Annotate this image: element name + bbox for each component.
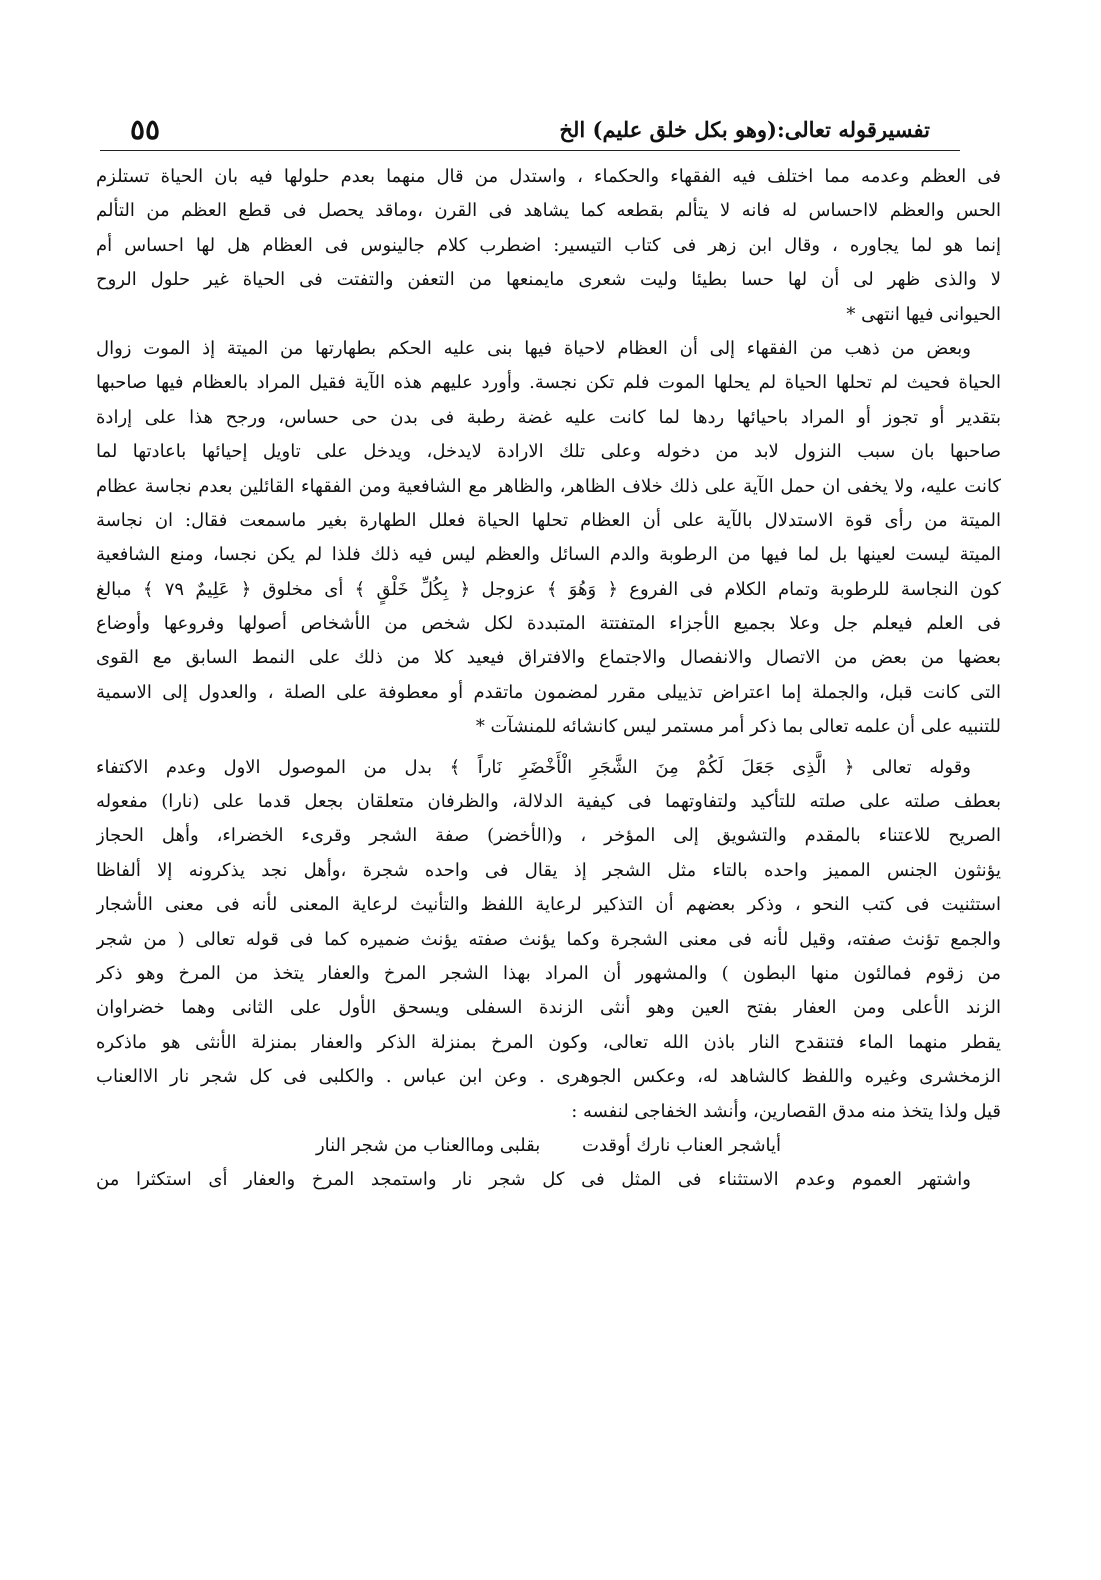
text-line: الزند الأعلى ومن العفار بفتح العين وهو أنثى الزندة السفلى ويسحق الأول على الثانى وهما خضراوان [96, 997, 1001, 1019]
text-line: والجمع تؤنث صفته، وقيل لأنه فى معنى الشجرة وكما يؤنث صفته يؤنث ضميره كما فى قوله تعالى ( من شجر [96, 928, 1001, 950]
verse-first-hemistich: أياشجر العناب نارك أوقدت [582, 1134, 782, 1156]
text-line: لا والذى ظهر لى أن لها حسا بطيئا وليت شعرى مايمنعها من التعفن والتفتت فى الحياة غير حلول الروح [96, 269, 1001, 291]
text-line: كون النجاسة للرطوبة وتمام الكلام فى الفروع ﴿ وَهُوَ ﴾ عزوجل ﴿ بِكُلِّ خَلْقٍ ﴾ أى مخلوق ﴿ عَلِيمٌ ٧٩ ﴾ مبالغ [96, 578, 1001, 600]
text-line: الميتة ليست لعينها بل لما فيها من الرطوبة والدم السائل والعظم ليس فيه ذلك فلذا لم يكن نجسا، ومنع الشافعية [96, 544, 1001, 566]
running-title: تفسيرقوله تعالى:(وهو بكل خلق عليم) الخ [559, 116, 930, 142]
page-header [90, 108, 970, 150]
text-line: الزمخشرى وغيره واللفظ كالشاهد له، وعكس الجوهرى . وعن ابن عباس . والكلبى فى كل شجر نار الاالعناب [96, 1066, 1001, 1088]
text-line: الحس والعظم لااحساس له فانه لا يتألم بقطعه كما يشاهد فى القرن ،وماقد يحصل فى قطع العظم من التألم [96, 200, 1001, 222]
text-line: كانت عليه، ولا يخفى ان حمل الآية على ذلك خلاف الظاهر، والظاهر مع الشافعية ومن الفقهاء القائلين بعدم نجاسة عظام [96, 475, 1001, 497]
text-line: بتقدير أو تجوز أو المراد باحيائها ردها لما كانت عليه غضة رطبة فى بدن حى حساس، ورجح هذا على إرادة [96, 406, 1001, 428]
text-line: الحيوانى فيها انتهى * [846, 303, 1001, 325]
text-line: وبعض من ذهب من الفقهاء إلى أن العظام لاحياة فيها بنى عليه الحكم بطهارتها من الميتة إذ الموت زوال [96, 337, 971, 359]
text-line: الصريح للاعتناء بالمقدم والتشويق إلى المؤخر ، و(الأخضر) صفة الشجر وقرىء الخضراء، وأهل الحجاز [96, 825, 1001, 847]
text-line: الميتة من رأى قوة الاستدلال بالآية على أن العظام تحلها الحياة فعلل الطهارة بغير ماسمعت فقال: ان نجاسة [96, 509, 1001, 531]
text-line: بعطف صلته على صلته للتأكيد ولتفاوتهما فى كيفية الدلالة، والظرفان متعلقان بجعل قدما على (نارا) مفعوله [96, 791, 1001, 813]
header-rule [100, 150, 960, 151]
text-line: صاحبها بان سبب النزول لابد من دخوله وعلى تلك الارادة لايدخل، ويدخل على تاويل إحيائها باعادتها لما [96, 441, 1001, 463]
text-line: قيل ولذا يتخذ منه مدق القصارين، وأنشد الخفاجى لنفسه : [571, 1100, 1001, 1122]
verse-second-hemistich: بقلبى وماالعناب من شجر النار [315, 1134, 541, 1156]
page-body [96, 160, 1001, 1198]
text-line: يؤنثون الجنس المميز واحده بالتاء مثل الشجر إذ يقال فى واحده شجرة ،وأهل نجد يذكرونه إلا ألفاظا [96, 859, 1001, 881]
text-line: بعضها من بعض من الاتصال والانفصال والاجتماع والافتراق فيعيد كلا من ذلك على النمط السابق مع القوى [96, 647, 1001, 669]
page-number: ٥٥ [130, 112, 161, 146]
text-line: التى كانت قبل، والجملة إما اعتراض تذييلى مقرر لمضمون ماتقدم أو معطوفة على الصلة ، والعدول إلى الاسمية [96, 681, 1001, 703]
text-line: استثنيت فى كتب النحو ، وذكر بعضهم أن التذكير لرعاية اللفظ والتأنيث لرعاية المعنى لأنه فى معنى الأشجار [96, 894, 1001, 916]
poem-verse [96, 1129, 1001, 1163]
text-line: وقوله تعالى ﴿ الَّذِى جَعَلَ لَكُمْ مِنَ الشَّجَرِ الْأَخْضَرِ نَاراً ﴾ بدل من الموصول الاول وعدم الاكتفاء [96, 756, 971, 778]
text-line: فى العلم فيعلم جل وعلا بجميع الأجزاء المتفتتة المتبددة لكل شخص من الأشخاص أصولها وفروعها وأوضاع [96, 613, 1001, 635]
text-line: واشتهر العموم وعدم الاستثناء فى المثل فى كل شجر نار واستمجد المرخ والعفار أى استكثرا من [96, 1169, 971, 1191]
text-line: فى العظم وعدمه مما اختلف فيه الفقهاء والحكماء ، واستدل من قال منهما بعدم حلولها فيه بان الحياة تستلزم [96, 166, 1001, 187]
text-line: الحياة فحيث لم تحلها الحياة لم يحلها الموت فلم تكن نجسة. وأورد عليهم هذه الآية فقيل المراد بالعظام فيها صاحبها [96, 372, 1001, 394]
text-line: يقطر منهما الماء فتنقدح النار باذن الله تعالى، وكون المرخ بمنزلة الذكر والعفار بمنزلة الأنثى هو ماذكره [96, 1031, 1001, 1053]
text-line: للتنبيه على أن علمه تعالى بما ذكر أمر مستمر ليس كانشائه للمنشآت * [475, 716, 1001, 738]
text-line: إنما هو لما يجاوره ، وقال ابن زهر فى كتاب التيسير: اضطرب كلام جالينوس فى العظام هل لها احساس أم [96, 234, 1001, 256]
text-line: من زقوم فمالئون منها البطون ) والمشهور أن المراد بهذا الشجر المرخ والعفار يتخذ من المرخ وهو ذكر [96, 962, 1001, 984]
